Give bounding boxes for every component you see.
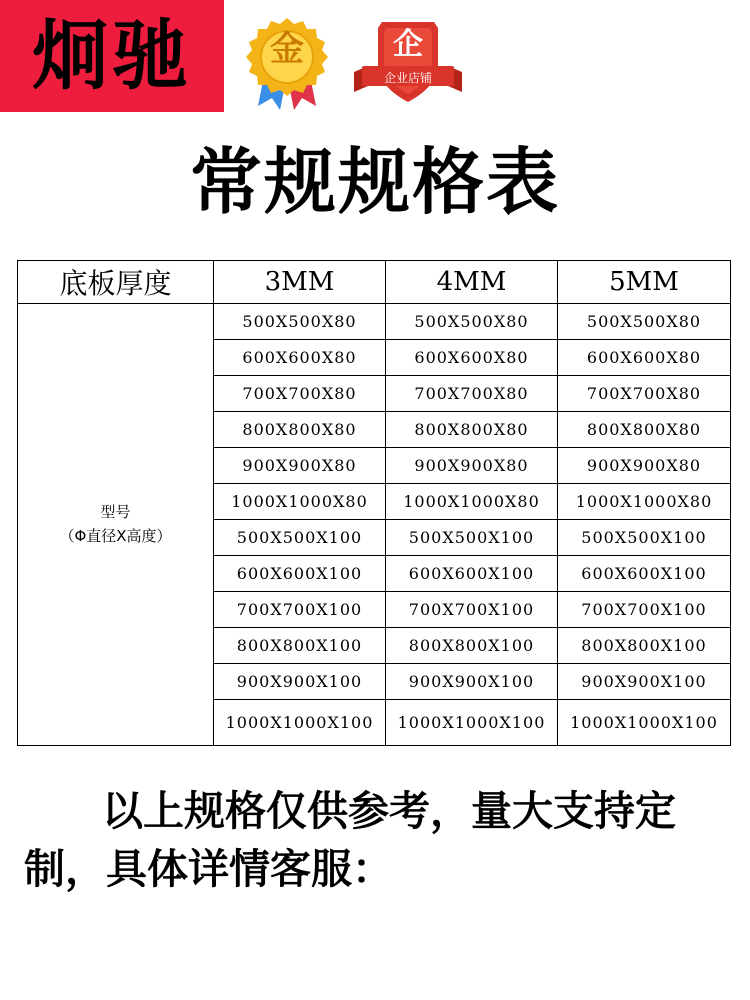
table-cell: 500X500X100: [386, 520, 558, 556]
table-cell: 800X800X100: [386, 628, 558, 664]
table-cell: 900X900X80: [386, 448, 558, 484]
header-col-4mm: 4MM: [386, 261, 558, 304]
table-cell: 700X700X100: [214, 592, 386, 628]
table-cell: 800X800X80: [558, 412, 731, 448]
table-cell: 500X500X80: [386, 304, 558, 340]
gold-badge-char: 金: [270, 29, 304, 69]
table-cell: 600X600X100: [558, 556, 731, 592]
table-cell: 600X600X80: [558, 340, 731, 376]
table-row: [18, 304, 731, 340]
table-cell: 700X700X80: [386, 376, 558, 412]
table-cell: 800X800X80: [386, 412, 558, 448]
table-cell: 900X900X100: [386, 664, 558, 700]
table-cell: 800X800X80: [214, 412, 386, 448]
table-cell: 700X700X100: [558, 592, 731, 628]
table-header-row: [18, 261, 731, 304]
table-cell: 600X600X80: [386, 340, 558, 376]
model-sublabel: （Φ直径X高度）: [59, 526, 172, 545]
table-cell: 600X600X80: [214, 340, 386, 376]
model-cell: [18, 304, 214, 746]
table-cell: 1000X1000X80: [386, 484, 558, 520]
shop-badge-logo: 企: [393, 27, 423, 62]
table-cell: 600X600X100: [214, 556, 386, 592]
brand-name: 炯驰: [32, 11, 192, 100]
footer-note: 以上规格仅供参考，量大支持定制，具体详情客服：: [24, 787, 676, 893]
model-label: 型号: [100, 503, 131, 522]
table-cell: 800X800X100: [214, 628, 386, 664]
table-cell: 700X700X80: [214, 376, 386, 412]
table-cell: 600X600X100: [386, 556, 558, 592]
table-cell: 500X500X100: [558, 520, 731, 556]
table-cell: 1000X1000X100: [558, 700, 731, 746]
shop-badge-label: 企业店铺: [383, 71, 432, 85]
table-cell: 1000X1000X100: [214, 700, 386, 746]
header-col-5mm: 5MM: [558, 261, 731, 304]
header-col-3mm: 3MM: [214, 261, 386, 304]
table-cell: 700X700X80: [558, 376, 731, 412]
table-cell: 700X700X100: [386, 592, 558, 628]
table-cell: 500X500X100: [214, 520, 386, 556]
table-cell: 800X800X100: [558, 628, 731, 664]
page-title: 常规规格表: [189, 140, 560, 224]
table-cell: 1000X1000X80: [214, 484, 386, 520]
table-cell: 900X900X80: [214, 448, 386, 484]
table-cell: 900X900X80: [558, 448, 731, 484]
table-cell: 500X500X80: [214, 304, 386, 340]
table-cell: 900X900X100: [214, 664, 386, 700]
brand-block: [0, 0, 224, 112]
table-cell: 1000X1000X80: [558, 484, 731, 520]
table-cell: 500X500X80: [558, 304, 731, 340]
gold-medal-icon: [244, 18, 330, 110]
enterprise-shield-icon: [354, 20, 462, 104]
spec-table: [17, 260, 731, 746]
table-cell: 900X900X100: [558, 664, 731, 700]
table-cell: 1000X1000X100: [386, 700, 558, 746]
header-thickness-label: 底板厚度: [18, 261, 214, 304]
